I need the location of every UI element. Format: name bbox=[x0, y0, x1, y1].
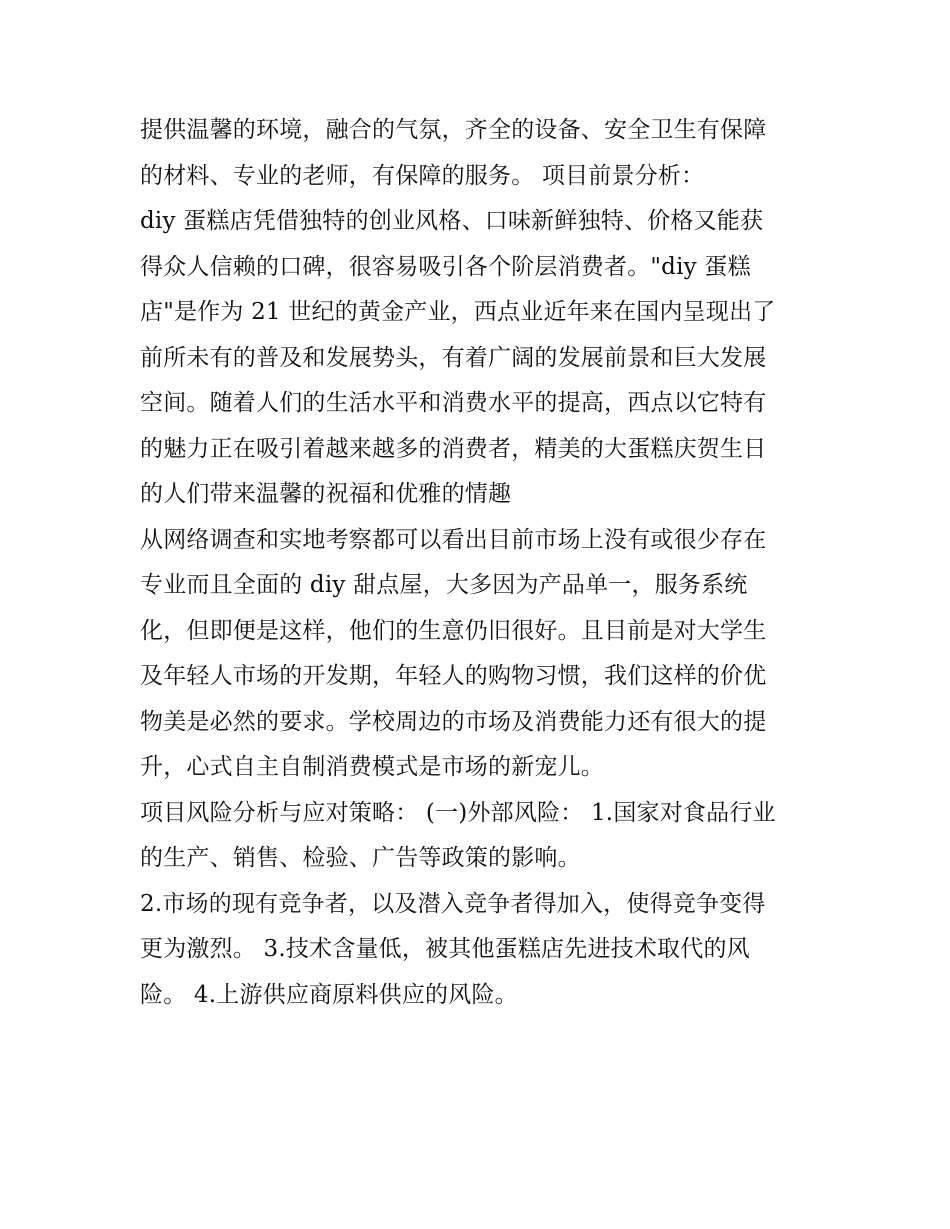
body-line-3: diy 蛋糕店凭借独特的创业风格、口味新鲜独特、价格又能获 bbox=[140, 208, 764, 234]
body-line-6: 前所未有的普及和发展势头，有着广阔的发展前景和巨大发展 bbox=[140, 344, 767, 371]
body-line-16: 项目风险分析与应对策略： (一)外部风险： 1.国家对食品行业 bbox=[140, 799, 776, 826]
body-line-9: 的人们带来温馨的祝福和优雅的情趣 bbox=[140, 481, 512, 507]
body-line-19: 更为激烈。 3.技术含量低，被其他蛋糕店先进技术取代的风 bbox=[140, 936, 750, 962]
body-line-4: 得众人信赖的口碑，很容易吸引各个阶层消费者。"diy 蛋糕 bbox=[140, 253, 751, 280]
body-line-13: 及年轻人市场的开发期，年轻人的购物习惯，我们这样的价优 bbox=[140, 663, 767, 689]
body-line-10: 从网络调查和实地考察都可以看出目前市场上没有或很少存在 bbox=[140, 526, 767, 553]
body-line-18: 2.市场的现有竞争者，以及潜入竞争者得加入，使得竞争变得 bbox=[140, 890, 766, 917]
body-line-5: 店"是作为 21 世纪的黄金产业，西点业近年来在国内呈现出了 bbox=[140, 299, 776, 325]
body-line-17: 的生产、销售、检验、广告等政策的影响。 bbox=[140, 845, 581, 871]
body-line-11: 专业而且全面的 diy 甜点屋，大多因为产品单一，服务系统 bbox=[140, 572, 748, 598]
body-line-2: 的材料、专业的老师，有保障的服务。 项目前景分析： bbox=[140, 162, 705, 189]
body-line-1: 提供温馨的环境，融合的气氛，齐全的设备、安全卫生有保障 bbox=[140, 117, 767, 143]
body-line-7: 空间。随着人们的生活水平和消费水平的提高，西点以它特有 bbox=[140, 390, 767, 416]
body-line-20: 险。 4.上游供应商原料供应的风险。 bbox=[140, 981, 518, 1008]
body-line-12: 化，但即便是这样，他们的生意仍旧很好。且目前是对大学生 bbox=[140, 617, 767, 644]
body-line-8: 的魅力正在吸引着越来越多的消费者，精美的大蛋糕庆贺生日 bbox=[140, 435, 767, 462]
document-body bbox=[140, 108, 830, 1018]
body-line-14: 物美是必然的要求。学校周边的市场及消费能力还有很大的提 bbox=[140, 708, 767, 735]
body-line-15: 升，心式自主自制消费模式是市场的新宠儿。 bbox=[140, 754, 604, 780]
